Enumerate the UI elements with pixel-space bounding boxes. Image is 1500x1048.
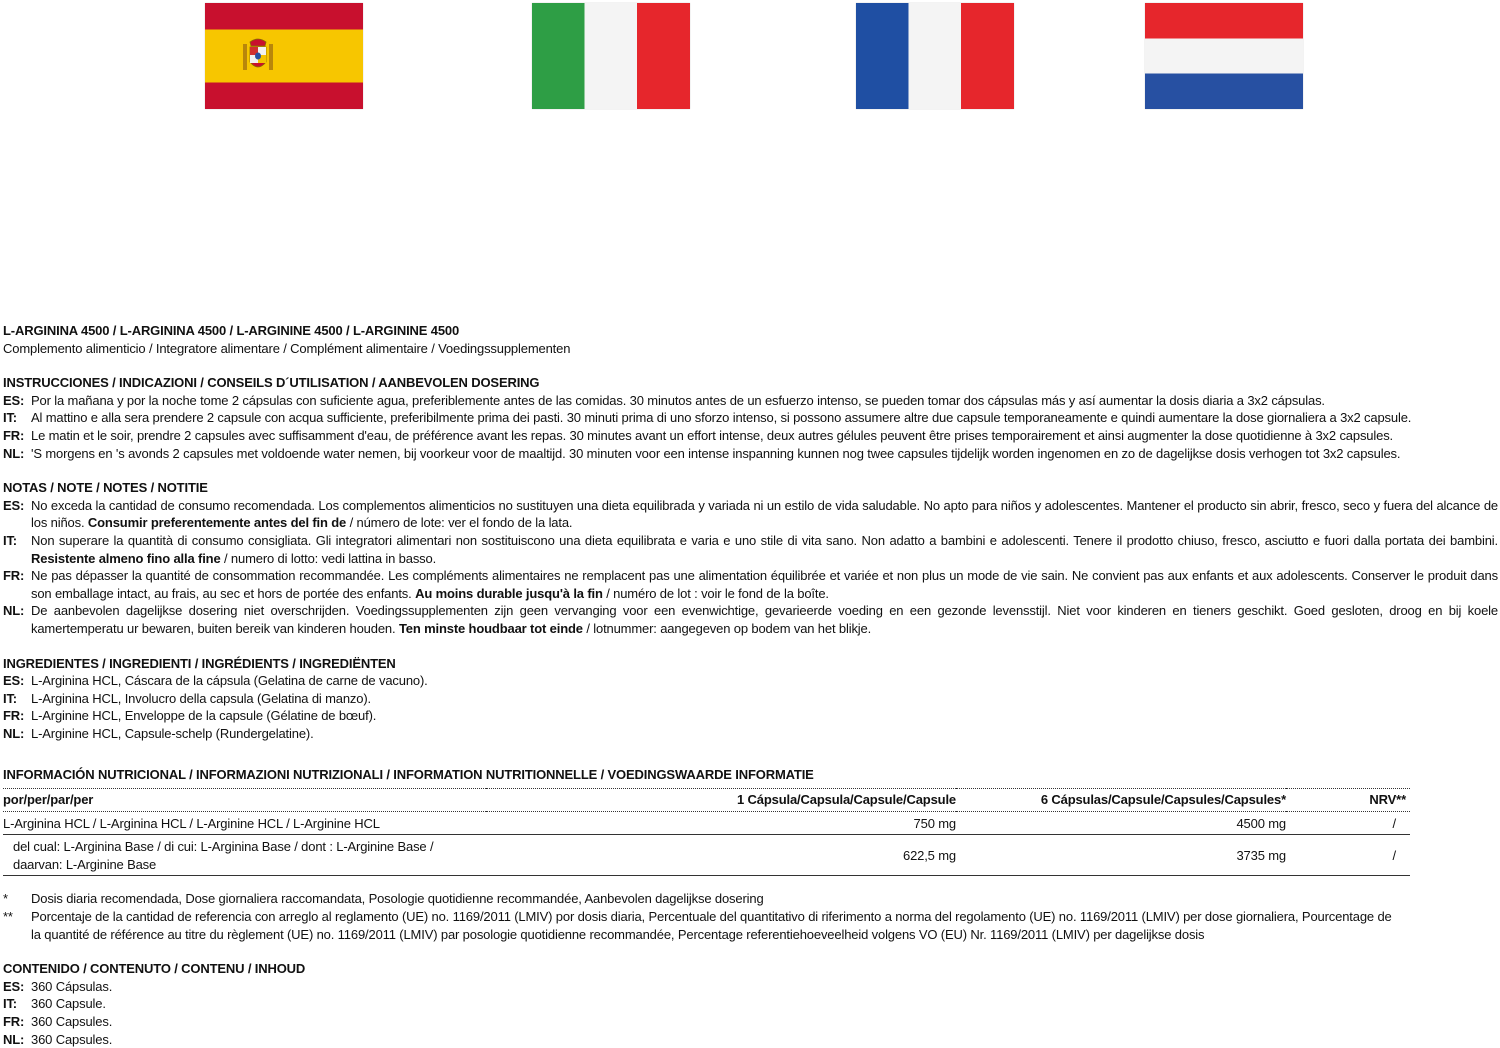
ingredient-item: ES: L-Arginina HCL, Cáscara de la cápsula (Gelatina de carne de vacuno). — [3, 673, 428, 689]
nutrition-heading: INFORMACIÓN NUTRICIONAL / INFORMAZIONI NUTRIZIONALI / INFORMATION NUTRITIONNELLE / VOEDINGSWAARDE INFORMATIE — [3, 767, 814, 783]
instruction-item: ES: Por la mañana y por la noche tome 2 cápsulas con suficiente agua, preferiblemente antes de las comidas. 30 minutos antes de un esfuerzo intenso, se pueden tomar dos cápsulas más y así aumentar la dosis diaria a 3x2 cápsulas. — [3, 392, 1325, 408]
contents-item: FR: 360 Capsules. — [3, 1014, 113, 1029]
ingredients-section — [3, 672, 1498, 742]
note-item: FR: Ne pas dépasser la quantité de consommation recommandée. Les compléments alimentaires ne remplacent pas une alimentation équilibrée et variée et non plus un mode de vie sain. Ne convient pas aux enfants et aux adolescents. Conserver le produit dans son emballage intact, au frais, au sec et hors de portée des enfants. Au moins durable jusqu'à la fin / numéro de lot : voir le fond de la boîte. — [3, 568, 1498, 601]
instructions-heading: INSTRUCCIONES / INDICAZIONI / CONSEILS D´UTILISATION / AANBEVOLEN DOSERING — [3, 375, 540, 391]
instruction-item: NL: 'S morgens en 's avonds 2 capsules met voldoende water nemen, bij voorkeur voor de maaltijd. 30 minuten voor een intense inspanning kunnen nog twee capsules tijdelijk worden ingenomen en zo de dagelijkse dosis verhogen tot 3x2 capsules. — [3, 445, 1401, 461]
contents-section — [3, 978, 1498, 1048]
table-row: del cual: L-Arginina Base / di cui: L-Arginina Base / dont : L-Arginine Base / daarvan: L-Arginine Base 622,5 mg 3735 mg / — [3, 835, 1410, 876]
column-header: NRV** — [1369, 792, 1406, 808]
ingredient-item: FR: L-Arginine HCL, Enveloppe de la capsule (Gélatine de bœuf). — [3, 708, 377, 724]
italy-flag — [532, 3, 690, 109]
ingredients-heading: INGREDIENTES / INGREDIENTI / INGRÉDIENTS / INGREDIËNTEN — [3, 655, 396, 671]
notes-section — [3, 497, 1498, 638]
notes-heading: NOTAS / NOTE / NOTES / NOTITIE — [3, 480, 208, 496]
spain-flag — [205, 3, 363, 109]
nutrition-table — [3, 788, 1410, 876]
product-subtitle: Complemento alimenticio / Integratore alimentare / Complément alimentaire / Voedingssupplementen — [3, 340, 571, 356]
note-item: ES: No exceda la cantidad de consumo recomendada. Los complementos alimenticios no sustituyen una dieta equilibrada y variada ni un estilo de vida saludable. No apto para niños y adolescentes. Mantener el producto sin abrir, fresco, seco y fuera del alcance de los niños. Consumir preferentemente antes del fin de / número de lote: ver el fondo de la lata. — [3, 497, 1498, 531]
column-header: por/per/par/per — [3, 792, 94, 808]
contents-item: NL: 360 Capsules. — [3, 1031, 113, 1047]
contents-heading: CONTENIDO / CONTENUTO / CONTENU / INHOUD — [3, 961, 306, 977]
flags-row — [0, 3, 1500, 109]
instruction-item: FR: Le matin et le soir, prendre 2 capsules avec suffisamment d'eau, de préférence avant les repas. 30 minutes avant un effort intense, deux autres gélules peuvent être prises temporairement et ainsi augmenter la dose quotidienne à 3x2 capsules. — [3, 427, 1394, 443]
footnotes — [3, 890, 1498, 943]
footnote: * Dosis diaria recomendada, Dose giornaliera raccomandata, Posologie quotidienne recommandée, Aanbevolen dagelijkse dosering — [3, 891, 764, 907]
label-document — [3, 322, 1498, 1048]
product-title: L-ARGININA 4500 / L-ARGININA 4500 / L-ARGININE 4500 / L-ARGININE 4500 — [3, 323, 460, 338]
instruction-item: IT: Al mattino e alla sera prendere 2 capsule con acqua sufficiente, preferibilmente prima dei pasti. 30 minuti prima di uno sforzo intenso, si possono assumere altre due capsule temporaneamente e quindi aumentare la dose giornaliera a 3x2 capsule. — [3, 410, 1412, 426]
contents-item: ES: 360 Cápsulas. — [3, 978, 113, 994]
instructions-section — [3, 392, 1498, 462]
coat-of-arms-icon — [237, 36, 279, 78]
ingredient-item: IT: L-Arginina HCL, Involucro della capsula (Gelatina di manzo). — [3, 690, 372, 706]
footnote: ** Porcentaje de la cantidad de referencia con arreglo al reglamento (UE) no. 1169/2011 (LMIV) por dosis diaria, Percentuale del quantitativo di riferimento a norma del regolamento (UE) no. 1169/2011 (LMIV) per dose giornaliera, Pourcentage de la quantité de référence au titre du règlement (UE) no. 1169/2011 (LMIV) par posologie quotidienne recommandée, Percentage referentiehoeveelheid volgens VO (EU) Nr. 1169/2011 (LMIV) per dagelijkse dosis — [3, 909, 1392, 942]
column-header: 1 Cápsula/Capsula/Capsule/Capsule — [736, 792, 956, 808]
table-row: L-Arginina HCL / L-Arginina HCL / L-Arginine HCL / L-Arginine HCL 750 mg 4500 mg / — [3, 811, 1410, 835]
column-header: 6 Cápsulas/Capsule/Capsules/Capsules* — [1040, 792, 1286, 808]
nutrition-header-row — [3, 789, 1410, 812]
contents-item: IT: 360 Capsule. — [3, 996, 106, 1012]
ingredient-item: NL: L-Arginine HCL, Capsule-schelp (Rundergelatine). — [3, 725, 314, 741]
netherlands-flag — [1145, 3, 1303, 109]
note-item: NL: De aanbevolen dagelijkse dosering niet overschrijden. Voedingssupplementen zijn geen vervanging voor een evenwichtige, gevarieerde voeding en een gezonde levensstijl. Niet voor kinderen en tieners geschikt. Goed gesloten, droog en bij koele kamertemperatu ur bewaren, buiten bereik van kinderen houden. Ten minste houdbaar tot einde / lotnummer: aangegeven op bodem van het blikje. — [3, 603, 1498, 636]
note-item: IT: Non superare la quantità di consumo consigliata. Gli integratori alimentari non sostituiscono una dieta equilibrata e varia e uno stile di vita sano. Non adatto a bambini e adolescenti. Tenere il prodotto chiuso, fresco, asciutto e fuori dalla portata dei bambini. Resistente almeno fino alla fine / numero di lotto: vedi lattina in basso. — [3, 532, 1498, 566]
france-flag — [856, 3, 1014, 109]
